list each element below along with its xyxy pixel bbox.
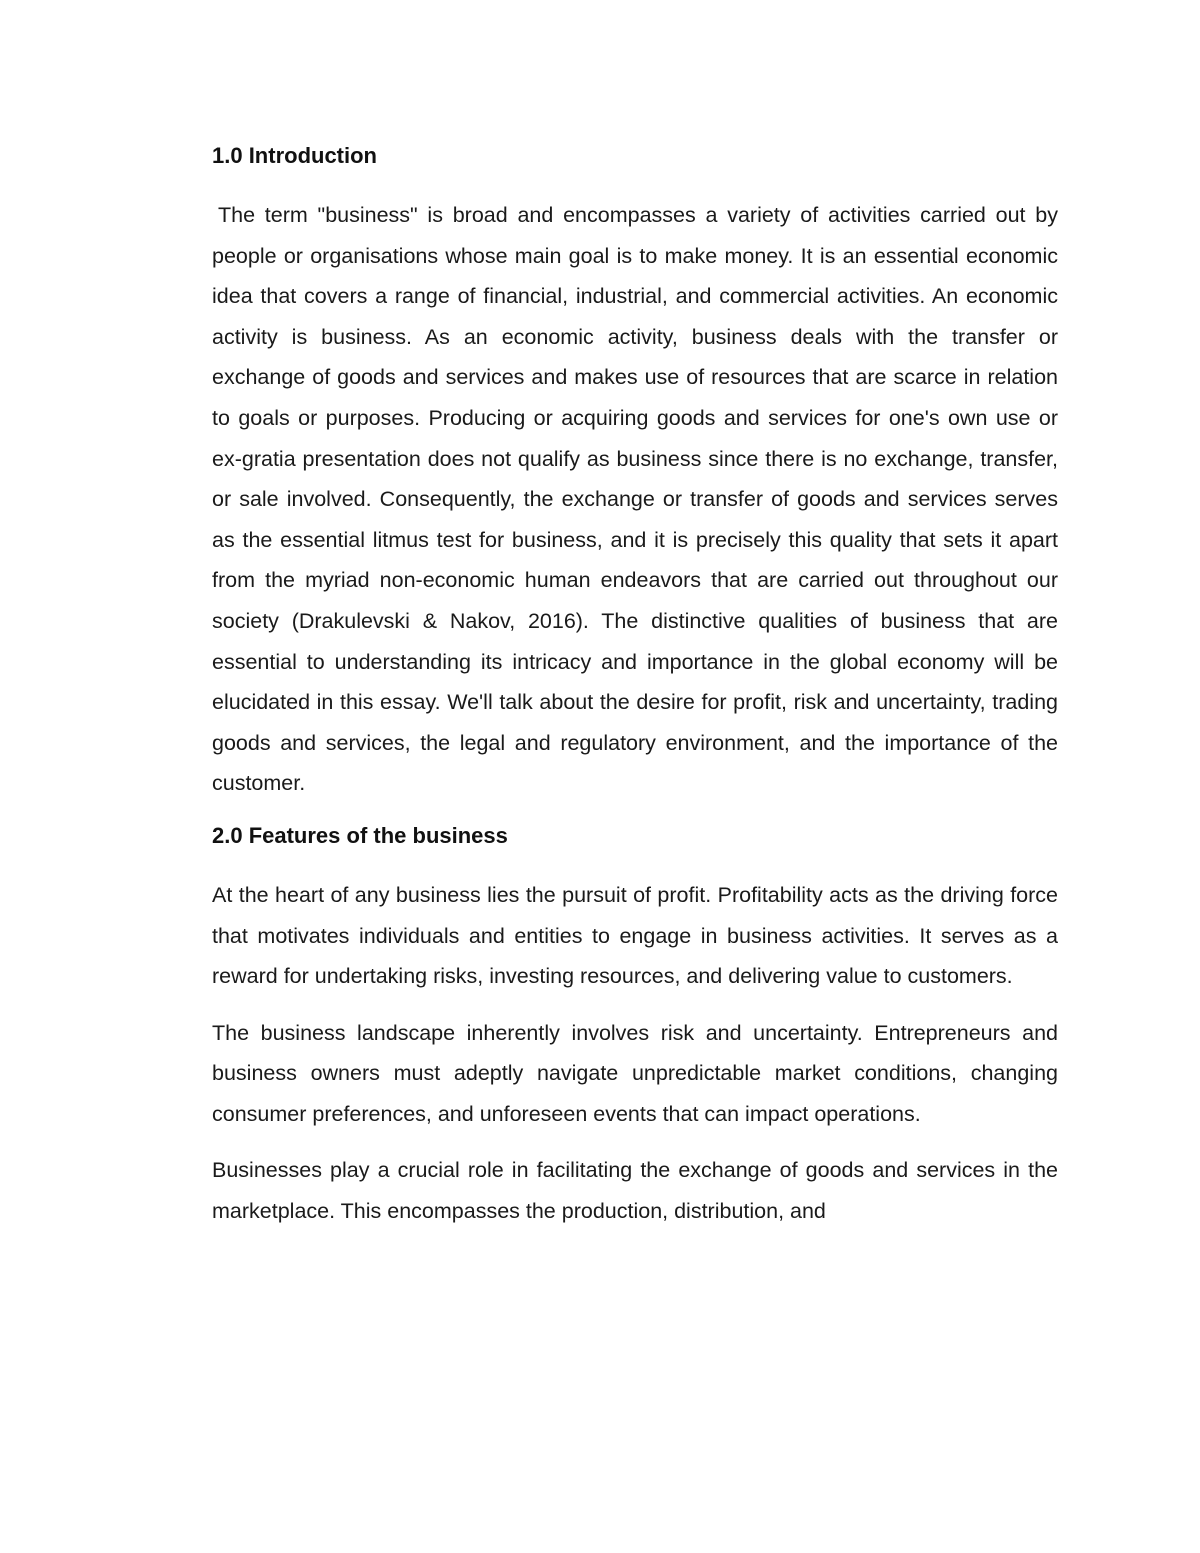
section-2-heading: 2.0 Features of the business bbox=[212, 822, 508, 848]
section-1-heading: 1.0 Introduction bbox=[212, 143, 377, 168]
section-2-paragraph-3: Businesses play a crucial role in facilitating the exchange of goods and services in the marketplace. This encompasses the production, distribution, and bbox=[212, 1158, 1058, 1224]
section-2-paragraph-2: The business landscape inherently involves risk and uncertainty. Entrepreneurs and business owners must adeptly navigate unpredictable market conditions, changing consumer preferences, and unforeseen events that can impact operations. bbox=[212, 1020, 1058, 1126]
section-2-paragraph-1: At the heart of any business lies the pursuit of profit. Profitability acts as the driving force that motivates individuals and entities to engage in business activities. It serves as a reward for undertaking risks, investing resources, and delivering value to customers. bbox=[212, 882, 1058, 989]
document-page bbox=[212, 140, 1058, 1232]
section-1-paragraph: The term "business" is broad and encompasses a variety of activities carried out by people or organisations whose main goal is to make money. It is an essential economic idea that covers a range of financial, industrial, and commercial activities. An economic activity is business. As an economic activity, business deals with the transfer or exchange of goods and services and makes use of resources that are scarce in relation to goals or purposes. Producing or acquiring goods and services for one's own use or ex-gratia presentation does not qualify as business since there is no exchange, transfer, or sale involved. Consequently, the exchange or transfer of goods and services serves as the essential litmus test for business, and it is precisely this quality that sets it apart from the myriad non-economic human endeavors that are carried out throughout our society (Drakulevski & Nakov, 2016). The distinctive qualities of business that are essential to understanding its intricacy and importance in the global economy will be elucidated in this essay. We'll talk about the desire for profit, risk and uncertainty, trading goods and services, the legal and regulatory environment, and the importance of the customer. bbox=[212, 203, 1058, 796]
